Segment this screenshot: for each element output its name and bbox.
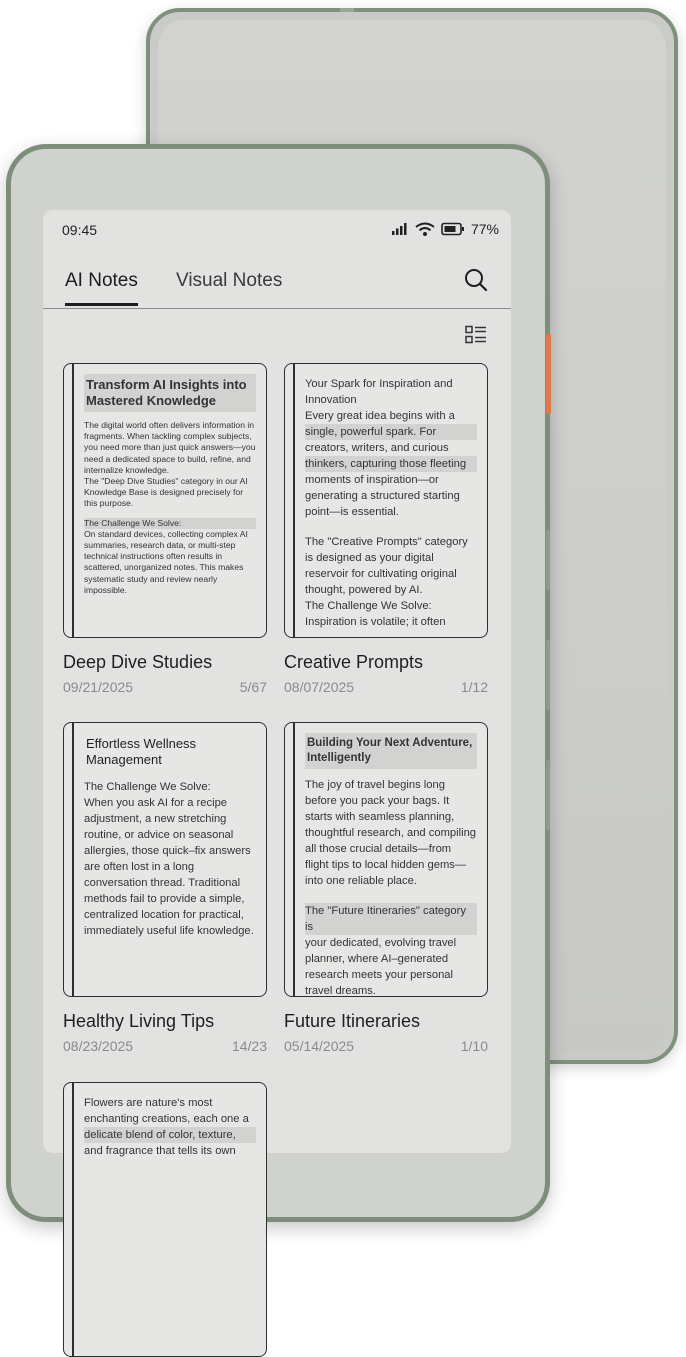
preview-body: The digital world often delivers information in fragments. When tackling complex subjects, you need more than just quick answers—you need a dedicated space to build, refine, and internalize knowledge. The "Deep Dive Studies" category in our AI Knowledge Base is designed precisely for this purpose. [84, 420, 256, 509]
preview-title: Effortless Wellness Management [86, 736, 197, 767]
preview-body: On standard devices, collecting complex AI summaries, research data, or multi-step technical instructions often results in scattered, unorganized notes. This makes systematic study and review nearly impossible. [84, 528, 248, 595]
preview-title: Building Your Next Adventure, Intelligently [305, 733, 477, 769]
note-count: 5/67 [239, 679, 267, 695]
signal-icon [391, 222, 409, 236]
preview-body: The Challenge We Solve: When you ask AI for a recipe adjustment, a new stretching routine, or advice on seasonal allergies, those quick–fix answers are often lost in a long conversation thread. Traditional methods fail to provide a simple, centralized location for practical, immediately useful life knowledge. [84, 781, 254, 937]
note-date: 08/07/2025 [284, 679, 355, 695]
note-count: 1/10 [460, 1038, 488, 1054]
battery-icon [441, 222, 465, 236]
note-title: Creative Prompts [284, 652, 424, 672]
note-preview [63, 1082, 267, 1357]
wifi-icon [415, 222, 435, 237]
preview-highlight: The "Future Itineraries" category is [305, 903, 477, 935]
note-card-deep-dive-studies[interactable] [63, 363, 267, 695]
note-title: Deep Dive Studies [63, 652, 213, 672]
preview-highlight: delicate blend of color, texture, [84, 1127, 256, 1143]
preview-body: The "Creative Prompts" category is designed as your digital reservoir for cultivating original thought, powered by AI. The Challenge We Solve: Inspiration is volatile; it often [305, 536, 468, 628]
note-card-future-itineraries[interactable] [284, 722, 488, 1054]
side-page-button[interactable] [546, 334, 551, 414]
back-device-notch [340, 8, 354, 12]
note-preview [284, 722, 488, 997]
preview-title: Transform AI Insights into Mastered Knowledge [84, 374, 256, 412]
preview-highlight: thinkers, capturing those fleeting [305, 456, 477, 472]
note-card-partial[interactable] [63, 1082, 267, 1357]
note-preview [63, 363, 267, 638]
preview-body: your dedicated, evolving travel planner, where AI–generated research meets your personal travel dreams. [305, 937, 457, 997]
side-key-middle[interactable] [546, 640, 550, 710]
preview-body: Flowers are nature's most enchanting creations, each one a [84, 1097, 249, 1125]
preview-body: creators, writers, and curious [305, 442, 449, 454]
status-time: 09:45 [62, 222, 98, 238]
note-date: 09/21/2025 [63, 679, 134, 695]
device-screen [43, 210, 511, 1157]
list-view-icon[interactable] [465, 325, 487, 345]
status-bar [43, 210, 511, 248]
tab-visual-notes[interactable]: Visual Notes [176, 270, 283, 291]
status-indicators [391, 221, 499, 237]
note-count: 1/12 [460, 679, 488, 695]
note-date: 05/14/2025 [284, 1038, 355, 1054]
note-card-healthy-living-tips[interactable] [63, 722, 267, 1054]
preview-body: and fragrance that tells its own [84, 1145, 236, 1157]
side-key-lower[interactable] [546, 760, 550, 830]
tab-bar [43, 262, 511, 309]
preview-highlight: single, powerful spark. For [305, 424, 477, 440]
preview-body: Your Spark for Inspiration and Innovation [305, 378, 453, 406]
note-card-creative-prompts[interactable] [284, 363, 488, 695]
note-preview [63, 722, 267, 997]
preview-body: Every great idea begins with a [305, 410, 455, 422]
note-title: Healthy Living Tips [63, 1011, 215, 1031]
search-icon[interactable] [463, 267, 489, 293]
note-preview [284, 363, 488, 638]
preview-subheading: The Challenge We Solve: [84, 518, 256, 529]
tab-ai-notes[interactable]: AI Notes [65, 270, 138, 291]
preview-body: moments of inspiration—or generating a structured starting point—is essential. [305, 474, 460, 518]
note-count: 14/23 [231, 1038, 267, 1054]
side-key-upper[interactable] [546, 530, 550, 590]
note-date: 08/23/2025 [63, 1038, 134, 1054]
battery-percent: 77% [470, 221, 499, 237]
preview-body: The joy of travel begins long before you pack your bags. It starts with seamless planning, thoughtful research, and compiling all those crucial details—from flight tips to local hidden gems—into one reliable place. [305, 779, 477, 887]
note-title: Future Itineraries [284, 1011, 421, 1031]
